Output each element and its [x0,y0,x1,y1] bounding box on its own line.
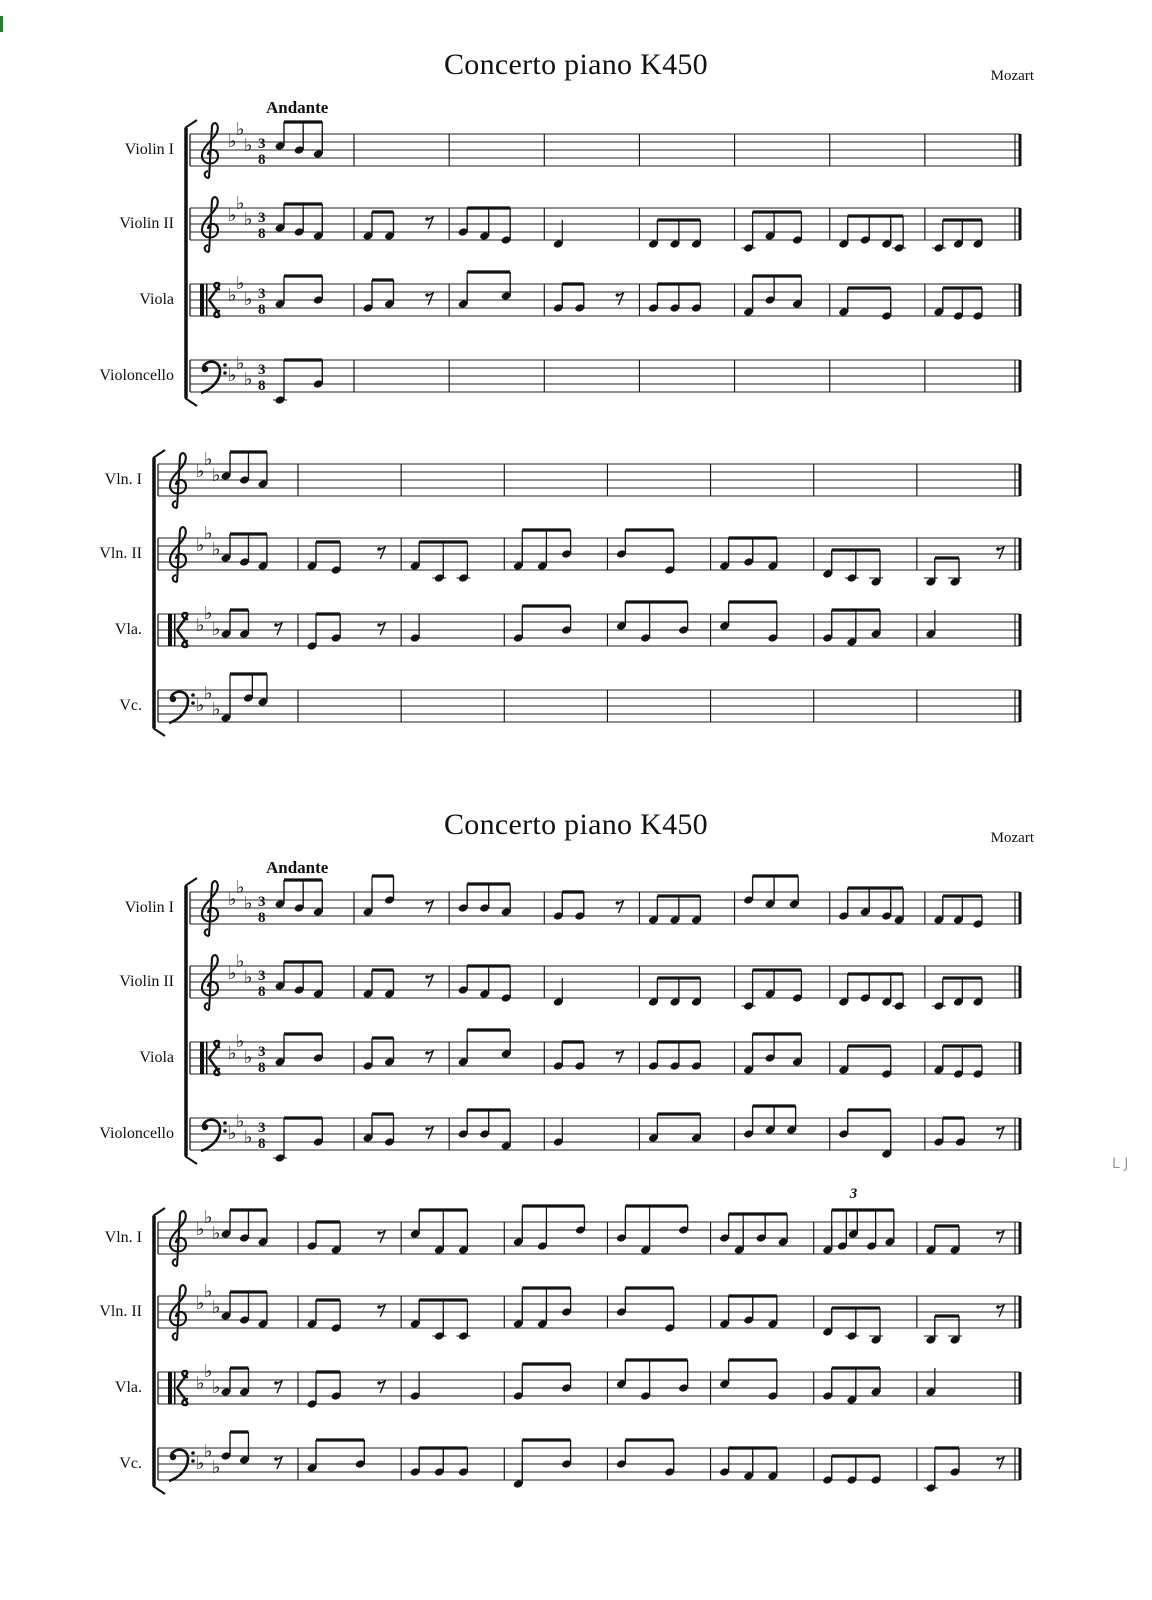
flat-icon: ♭ [228,889,237,910]
instrument-label: Vla. [114,1379,142,1396]
flat-icon: ♭ [196,1373,205,1394]
instrument-label: Violin II [119,973,174,990]
time-signature-bottom: 8 [258,1136,266,1152]
time-signature-bottom: 8 [258,984,266,1000]
flat-icon: ♭ [204,1361,213,1382]
flat-icon: ♭ [236,1031,245,1052]
flat-icon: ♭ [204,1207,213,1228]
score-system-4 [0,1186,1152,1508]
treble-clef-icon [202,955,218,1010]
staff-va [115,1360,1020,1409]
bracket-hook-top [185,878,197,886]
time-signature-top: 3 [258,894,266,910]
treble-clef-icon [202,123,218,178]
instrument-label: Viola [139,291,174,308]
instrument-label: Violin I [124,899,174,916]
flat-icon: ♭ [204,523,213,544]
flat-icon: ♭ [228,963,237,984]
time-signature-bottom: 8 [258,226,266,242]
instrument-label: Vln. II [99,1303,142,1320]
staff-v1 [125,876,1020,936]
score-system-3 [0,878,1152,1178]
time-signature-top: 3 [258,968,266,984]
treble-clef-icon [170,1285,186,1340]
flat-icon: ♭ [212,465,221,486]
treble-clef-icon [170,527,186,582]
flat-icon: ♭ [244,369,253,390]
score-system-1 [0,120,1152,420]
bass-clef-icon [169,692,195,723]
time-signature-top: 3 [258,136,266,152]
flat-icon: ♭ [204,1281,213,1302]
flat-icon: ♭ [196,615,205,636]
staff-vc [119,1432,1020,1493]
composer-name: Mozart [990,68,1034,84]
flat-icon: ♭ [236,1111,245,1132]
flat-icon: ♭ [236,877,245,898]
flat-icon: ♭ [228,205,237,226]
tempo-marking-copy: Andante [266,858,329,877]
staff-v1 [125,119,1020,178]
tempo-marking: Andante [266,98,329,117]
flat-icon: ♭ [236,951,245,972]
piece-title: Concerto piano K450 [444,48,708,81]
instrument-label: Vc. [119,697,142,714]
bass-clef-icon [201,362,227,393]
treble-clef-icon [202,197,218,252]
time-signature-bottom: 8 [258,1060,266,1076]
flat-icon: ♭ [236,119,245,140]
time-signature-top: 3 [258,286,266,302]
treble-clef-icon [202,881,218,936]
flat-icon: ♭ [204,449,213,470]
flat-icon: ♭ [212,1457,221,1478]
bracket-hook-top [153,450,165,458]
flat-icon: ♭ [196,1219,205,1240]
flat-icon: ♭ [244,893,253,914]
time-signature-bottom: 8 [258,152,266,168]
flat-icon: ♭ [244,1047,253,1068]
time-signature-top: 3 [258,1120,266,1136]
instrument-label: Vln. II [99,545,142,562]
instrument-label: Vc. [119,1455,142,1472]
instrument-label: Violin II [119,215,174,232]
flat-icon: ♭ [228,1123,237,1144]
staff-v1 [105,1206,1020,1266]
time-signature-bottom: 8 [258,378,266,394]
instrument-label: Vln. I [104,471,142,488]
scan-mark: L J [1112,1156,1129,1172]
bracket-hook-top [185,120,197,128]
instrument-label: Vla. [114,621,142,638]
instrument-label: Violin I [124,141,174,158]
bracket-hook-bottom [185,398,197,406]
flat-icon: ♭ [196,1453,205,1474]
scan-edge-mark [0,16,3,32]
bracket-hook-top [153,1208,165,1216]
instrument-label: Violoncello [99,1125,174,1142]
flat-icon: ♭ [228,365,237,386]
bracket-hook-bottom [185,1156,197,1164]
bass-clef-icon [169,1450,195,1481]
flat-icon: ♭ [212,1223,221,1244]
instrument-label: Vln. I [104,1229,142,1246]
flat-icon: ♭ [204,603,213,624]
instrument-label: Viola [139,1049,174,1066]
bracket-hook-bottom [153,1486,165,1494]
flat-icon: ♭ [228,285,237,306]
time-signature-top: 3 [258,362,266,378]
flat-icon: ♭ [196,461,205,482]
bass-clef-icon [201,1120,227,1151]
flat-icon: ♭ [196,535,205,556]
composer-name-copy: Mozart [990,830,1034,846]
staff-vc [99,353,1020,405]
staff-vc [99,1106,1020,1163]
flat-icon: ♭ [204,1441,213,1462]
instrument-label: Violoncello [99,367,174,384]
time-signature-bottom: 8 [258,302,266,318]
staff-v2 [119,193,1020,253]
flat-icon: ♭ [236,193,245,214]
staff-vc [119,674,1020,723]
flat-icon: ♭ [204,683,213,704]
time-signature-top: 3 [258,1044,266,1060]
piece-title-copy: Concerto piano K450 [444,808,708,841]
flat-icon: ♭ [228,1043,237,1064]
score-system-2 [0,450,1152,750]
flat-icon: ♭ [244,135,253,156]
time-signature-bottom: 8 [258,910,266,926]
flat-icon: ♭ [212,1377,221,1398]
staff-va [115,602,1020,651]
flat-icon: ♭ [244,289,253,310]
bracket-hook-bottom [153,728,165,736]
staff-v1 [105,449,1020,508]
treble-clef-icon [170,1211,186,1266]
staff-va [139,1030,1020,1079]
time-signature-top: 3 [258,210,266,226]
flat-icon: ♭ [236,353,245,374]
flat-icon: ♭ [228,131,237,152]
flat-icon: ♭ [244,967,253,988]
flat-icon: ♭ [212,539,221,560]
tuplet-mark: 3 [849,1186,858,1202]
treble-clef-icon [170,453,186,508]
staff-va [139,272,1020,321]
staff-v2 [99,523,1020,587]
flat-icon: ♭ [196,1293,205,1314]
flat-icon: ♭ [212,619,221,640]
flat-icon: ♭ [244,1127,253,1148]
flat-icon: ♭ [212,1297,221,1318]
flat-icon: ♭ [212,699,221,720]
staff-v2 [99,1281,1020,1345]
staff-v2 [119,951,1020,1011]
flat-icon: ♭ [196,695,205,716]
flat-icon: ♭ [236,273,245,294]
flat-icon: ♭ [244,209,253,230]
